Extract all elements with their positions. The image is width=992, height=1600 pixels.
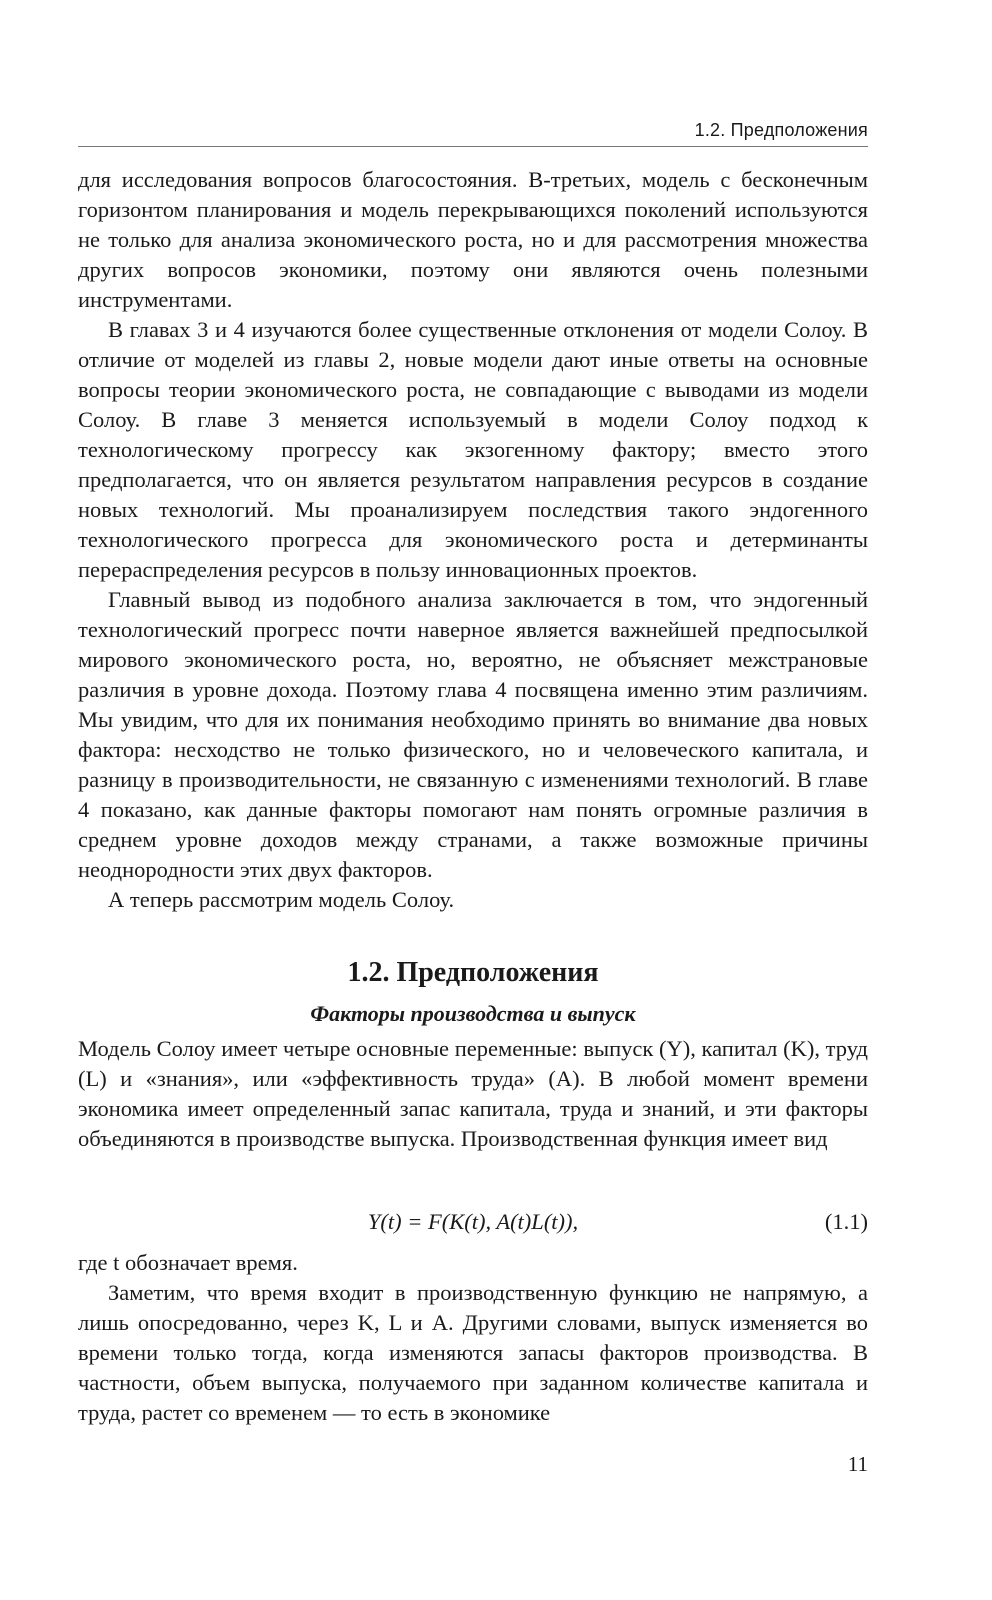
paragraph-chapters-3-4: В главах 3 и 4 изучаются более существенные отклонения от модели Солоу. В отличие от моделей из главы 2, новые модели дают иные ответы на основные вопросы теории экономического роста, не совпадающие с выводами из модели Солоу. В главе 3 меняется используемый в модели Солоу подход к технологическому прогрессу как экзогенному фактору; вместо этого предполагается, что он является результатом направления ресурсов в создание новых технологий. Мы проанализируем последствия такого эндогенного технологического прогресса для экономического роста и детерминанты перераспределения ресурсов в пользу инновационных проектов.: [78, 317, 868, 582]
production-function-equation: Y(t) = F(K(t), A(t)L(t)),: [367, 1209, 579, 1234]
running-header: [78, 118, 868, 147]
equation-row: [78, 1206, 868, 1238]
paragraph-transition: А теперь рассмотрим модель Солоу.: [108, 887, 455, 912]
explanation-text-block: [78, 1248, 868, 1428]
equation-number: (1.1): [824, 1209, 868, 1234]
intro-text-block: [78, 165, 868, 915]
paragraph-model-variables: Модель Солоу имеет четыре основные переменные: выпуск (Y), капитал (K), труд (L) и «знания», или «эффективность труда» (A). В любой момент времени экономика имеет определенный запас капитала, труда и знаний, и эти факторы объединяются в производстве выпуска. Производственная функция имеет вид: [78, 1036, 868, 1151]
paragraph-main-conclusion: Главный вывод из подобного анализа заключается в том, что эндогенный технологический прогресс почти наверное является важнейшей предпосылкой мирового экономического роста, но, вероятно, не объясняет межстрановые различия в уровне дохода. Поэтому глава 4 посвящена именно этим различиям. Мы увидим, что для их понимания необходимо принять во внимание два новых фактора: несходство не только физического, но и человеческого капитала, и разницу в производительности, не связанную с изменениями технологий. В главе 4 показано, как данные факторы помогают нам понять огромные различия в среднем уровне доходов между странами, а также возможные причины неоднородности этих двух факторов.: [78, 587, 868, 882]
section-title: 1.2. Предположения: [347, 957, 599, 988]
paragraph-time-definition: где t обозначает время.: [78, 1250, 298, 1275]
subsection-title: Факторы производства и выпуск: [310, 1001, 636, 1026]
model-text-block: [78, 1034, 868, 1154]
page-number: 11: [847, 1452, 868, 1476]
running-header-title: 1.2. Предположения: [694, 120, 868, 140]
paragraph-continuation: для исследования вопросов благосостояния. В-третьих, модель с бесконечным горизонтом планирования и модель перекрывающихся поколений используются не только для анализа экономического роста, но и для рассмотрения множества других вопросов экономики, поэтому они являются очень полезными инструментами.: [78, 167, 868, 312]
paragraph-time-explanation: Заметим, что время входит в производственную функцию не напрямую, а лишь опосредованно, через K, L и A. Другими словами, выпуск изменяется во времени только тогда, когда изменяются запасы факторов производства. В частности, объем выпуска, получаемого при заданном количестве капитала и труда, растет со временем — то есть в экономике: [78, 1280, 868, 1425]
